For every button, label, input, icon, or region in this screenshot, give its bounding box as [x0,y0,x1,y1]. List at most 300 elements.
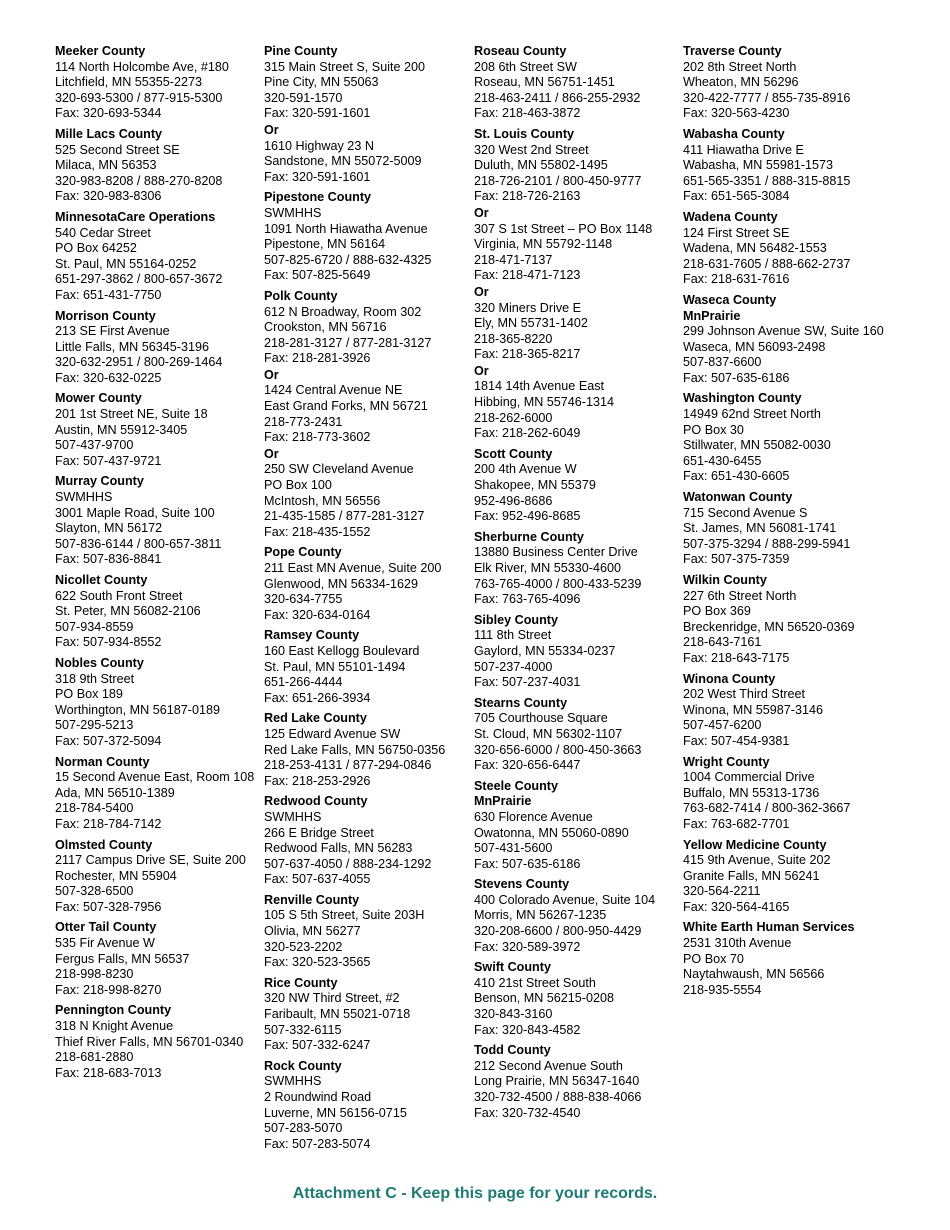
address-line: Roseau, MN 56751-1451 [474,75,615,90]
county-entry [474,127,686,442]
county-name: Yellow Medicine County [683,837,827,852]
county-name: Nobles County [55,655,144,670]
address-line: Fax: 651-266-3934 [264,690,371,705]
county-entry [264,190,476,284]
address-line: Fax: 507-836-8841 [55,552,162,567]
county-name: Stearns County [474,695,568,710]
address-line: 320 West 2nd Street [474,142,589,157]
or-separator: Or [264,367,279,382]
or-separator: Or [474,284,489,299]
address-line: 266 E Bridge Street [264,825,374,840]
address-line: 218-463-2411 / 866-255-2932 [474,90,641,105]
address-line: Fax: 320-983-8306 [55,189,162,204]
address-line: 320-693-5300 / 877-915-5300 [55,90,223,105]
county-entry [55,1003,267,1081]
address-line: 218-471-7137 [474,252,553,267]
county-name: Wabasha County [683,126,785,141]
address-line: 125 Edward Avenue SW [264,726,401,741]
address-line: 13880 Business Center Drive [474,545,638,560]
address-line: 415 9th Avenue, Suite 202 [683,853,831,868]
directory-column-3 [474,44,686,1126]
address-line: 320-732-4500 / 888-838-4066 [474,1090,642,1104]
address-line: Milaca, MN 56353 [55,158,157,173]
address-line: Naytahwaush, MN 56566 [683,967,825,982]
or-separator: Or [264,446,279,461]
address-line: Hibbing, MN 55746-1314 [474,395,615,410]
address-line: Breckenridge, MN 56520-0369 [683,619,855,634]
address-line: Pine City, MN 55063 [264,75,379,90]
address-line: 160 East Kellogg Boulevard [264,643,420,658]
address-line: Fax: 320-693-5344 [55,106,162,121]
address-line: Fax: 218-365-8217 [474,347,581,362]
address-line: Buffalo, MN 55313-1736 [683,785,820,800]
address-line: 507-375-3294 / 888-299-5941 [683,536,851,551]
address-line: Winona, MN 55987-3146 [683,702,824,717]
address-line: 1004 Commercial Drive [683,770,815,785]
county-name: Redwood County [264,794,368,809]
address-line: 622 South Front Street [55,588,183,603]
county-name: Roseau County [474,44,567,58]
address-line: St. Paul, MN 55101-1494 [264,659,406,674]
county-entry [683,838,895,916]
directory-column-1 [55,44,267,1086]
directory-column-2 [264,44,476,1157]
address-line: Wheaton, MN 56296 [683,75,799,90]
address-line: 320 Miners Drive E [474,300,582,315]
county-name: Stevens County [474,877,570,892]
address-line: 320-983-8208 / 888-270-8208 [55,173,223,188]
address-line: Fax: 218-463-3872 [474,106,581,121]
address-line: 318 9th Street [55,671,135,686]
address-line: Austin, MN 55912-3405 [55,422,188,437]
county-entry [55,920,267,998]
address-line: 307 S 1st Street – PO Box 1148 [474,221,653,236]
address-line: 218-935-5554 [683,982,762,997]
address-line: Fax: 763-682-7701 [683,816,790,831]
address-line: 320-422-7777 / 855-735-8916 [683,90,851,105]
address-line: Fax: 320-591-1601 [264,106,371,121]
county-name: Washington County [683,391,802,406]
county-entry [683,490,895,568]
address-line: 213 SE First Avenue [55,324,170,339]
address-line: 105 S 5th Street, Suite 203H [264,908,425,923]
address-line: 320-656-6000 / 800-450-3663 [474,742,642,757]
address-line: PO Box 100 [264,478,332,493]
address-line: Glenwood, MN 56334-1629 [264,576,419,591]
or-separator: Or [264,122,279,137]
county-name: Polk County [264,288,338,303]
county-name: Morrison County [55,308,156,323]
attachment-footer: Attachment C - Keep this page for your records. [292,1185,658,1202]
address-line: Fax: 507-635-6186 [683,370,790,385]
address-line: Fax: 320-634-0164 [264,607,371,622]
address-line: 315 Main Street S, Suite 200 [264,59,426,74]
address-line: St. James, MN 56081-1741 [683,521,837,536]
address-line: 651-266-4444 [264,675,343,690]
address-line: 507-934-8559 [55,619,134,634]
address-line: Fax: 218-773-3602 [264,430,371,445]
address-line: 320-634-7755 [264,592,343,607]
address-line: St. Cloud, MN 56302-1107 [474,726,623,741]
address-line: Fergus Falls, MN 56537 [55,951,190,966]
county-name: Wadena County [683,209,778,224]
county-name: Pine County [264,44,338,58]
address-line: Fax: 218-726-2163 [474,189,581,204]
county-name: Wilkin County [683,573,767,587]
address-line: PO Box 189 [55,687,123,702]
address-line: 320-843-3160 [474,1007,553,1022]
county-entry [474,44,686,122]
county-name: Pennington County [55,1003,172,1018]
address-line: 15 Second Avenue East, Room 108 [55,770,255,785]
address-line: Wadena, MN 56482-1553 [683,241,827,256]
address-line: Stillwater, MN 55082-0030 [683,438,831,453]
address-line: 411 Hiawatha Drive E [683,142,804,157]
address-line: 1091 North Hiawatha Avenue [264,221,428,236]
address-line: Olivia, MN 56277 [264,924,361,939]
address-line: 507-437-9700 [55,438,134,453]
address-line: Faribault, MN 55021-0718 [264,1007,411,1022]
address-line: 208 6th Street SW [474,59,577,74]
county-name: Winona County [683,671,776,686]
or-separator: Or [474,363,489,378]
address-line: 715 Second Avenue S [683,505,808,520]
address-line: Fax: 320-656-6447 [474,758,581,773]
address-line: 400 Colorado Avenue, Suite 104 [474,892,656,907]
address-line: 507-457-6200 [683,718,762,733]
county-name: White Earth Human Services [683,920,855,935]
address-line: 535 Fir Avenue W [55,936,155,951]
address-line: Ada, MN 56510-1389 [55,785,175,800]
address-line: PO Box 70 [683,951,744,966]
address-line: Wabasha, MN 55981-1573 [683,158,834,173]
address-line: 202 8th Street North [683,59,797,74]
county-entry [474,960,686,1038]
address-line: Fax: 507-454-9381 [683,733,790,748]
county-name: Sherburne County [474,529,584,544]
address-line: 507-295-5213 [55,718,134,733]
county-entry [264,44,476,185]
county-entry [55,573,267,651]
address-line: 202 West Third Street [683,687,806,702]
address-line: 212 Second Avenue South [474,1058,623,1073]
address-line: Fax: 507-375-7359 [683,552,790,567]
address-line: 1814 14th Avenue East [474,379,605,394]
address-line: Luverne, MN 56156-0715 [264,1105,407,1120]
address-line: 21-435-1585 / 877-281-3127 [264,509,425,524]
address-line: Worthington, MN 56187-0189 [55,702,220,717]
county-name: Renville County [264,892,360,907]
address-line: 507-836-6144 / 800-657-3811 [55,536,222,551]
county-name: Rock County [264,1058,342,1073]
county-entry [264,893,476,971]
address-line: Fax: 218-643-7175 [683,650,790,665]
county-name: Meeker County [55,44,146,58]
county-name: Ramsey County [264,628,360,643]
address-line: Duluth, MN 55802-1495 [474,158,608,173]
address-line: Morris, MN 56267-1235 [474,908,607,923]
county-entry [474,779,686,873]
county-entry [264,545,476,623]
county-entry [683,391,895,485]
address-line: St. Peter, MN 56082-2106 [55,604,201,619]
address-line: SWMHHS [264,205,322,220]
county-name: Mower County [55,391,142,406]
county-name: Steele County [474,778,558,793]
directory-column-4 [683,44,895,1003]
county-name: Red Lake County [264,711,367,726]
address-line: 227 6th Street North [683,588,797,603]
address-line: Fax: 320-589-3972 [474,939,581,954]
address-line: Fax: 320-732-4540 [474,1105,581,1120]
address-line: SWMHHS [264,1074,322,1089]
address-line: 507-431-5600 [474,841,553,856]
county-name: Waseca County [683,292,777,307]
address-line: 2117 Campus Drive SE, Suite 200 [55,853,246,868]
address-line: Fax: 507-635-6186 [474,856,581,871]
county-entry [55,755,267,833]
county-name: Otter Tail County [55,920,157,935]
address-line: 320-591-1570 [264,90,343,105]
address-line: 525 Second Street SE [55,142,180,157]
county-name: MinnesotaCare Operations [55,209,216,224]
address-line: 2531 310th Avenue [683,936,792,951]
address-line: 320-632-2951 / 800-269-1464 [55,355,223,370]
address-line: 630 Florence Avenue [474,809,593,824]
county-entry [683,672,895,750]
county-entry [683,210,895,288]
address-line: Long Prairie, MN 56347-1640 [474,1074,640,1089]
address-line: 218-365-8220 [474,331,553,346]
county-name: Todd County [474,1043,551,1058]
county-entry [683,573,895,667]
address-line: 1610 Highway 23 N [264,138,374,153]
county-entry [683,755,895,833]
or-separator: Or [474,205,489,220]
address-line: Fax: 320-632-0225 [55,370,162,385]
address-line: 320-564-2211 [683,884,761,899]
county-name: Watonwan County [683,490,793,505]
county-entry [474,877,686,955]
address-line: 651-297-3862 / 800-657-3672 [55,272,223,287]
address-line: 507-283-5070 [264,1121,343,1136]
address-line: 218-262-6000 [474,410,553,425]
address-line: 651-430-6455 [683,453,762,468]
county-name: Sibley County [474,612,558,627]
county-entry [264,711,476,789]
address-line: 507-328-6500 [55,884,134,899]
address-line: Fax: 651-430-6605 [683,469,790,484]
address-line: Fax: 651-431-7750 [55,287,162,302]
address-line: 320-523-2202 [264,939,343,954]
county-entry [55,210,267,304]
address-line: Thief River Falls, MN 56701-0340 [55,1034,244,1049]
address-line: Fax: 507-372-5094 [55,733,162,748]
address-line: Pipestone, MN 56164 [264,237,386,252]
address-line: Fax: 651-565-3084 [683,189,790,204]
address-line: Fax: 507-332-6247 [264,1038,371,1053]
address-line: 507-825-6720 / 888-632-4325 [264,252,432,267]
county-entry [55,127,267,205]
county-entry [264,794,476,888]
address-line: Waseca, MN 56093-2498 [683,339,826,354]
address-line: Benson, MN 56215-0208 [474,991,615,1006]
address-line: SWMHHS [264,809,322,824]
address-line: 218-784-5400 [55,801,134,816]
address-line: Fax: 507-237-4031 [474,675,581,690]
county-name: Olmsted County [55,837,153,852]
address-line: 218-631-7605 / 888-662-2737 [683,256,851,271]
address-line: Fax: 218-435-1552 [264,524,371,539]
county-name: Pope County [264,545,342,560]
address-line: 763-765-4000 / 800-433-5239 [474,576,642,591]
address-line: 218-681-2880 [55,1050,134,1065]
address-line: 218-998-8230 [55,967,134,982]
address-line: 2 Roundwind Road [264,1090,372,1104]
county-entry [55,474,267,568]
address-line: Fax: 218-998-8270 [55,982,162,997]
address-line: Fax: 218-784-7142 [55,816,162,831]
county-name: Murray County [55,474,144,489]
address-line: Fax: 218-253-2926 [264,773,371,788]
address-line: Fax: 320-564-4165 [683,899,790,914]
county-name: Scott County [474,446,553,461]
county-entry [55,44,267,122]
address-line: 705 Courthouse Square [474,711,608,726]
address-line: Fax: 507-328-7956 [55,899,162,914]
county-name: Wright County [683,754,770,769]
address-line: 540 Cedar Street [55,225,151,240]
address-line: Fax: 218-631-7616 [683,272,790,287]
county-name: Mille Lacs County [55,126,163,141]
county-entry [264,1059,476,1153]
county-name: St. Louis County [474,126,575,141]
address-line: 320-208-6600 / 800-950-4429 [474,924,642,939]
county-entry [264,976,476,1054]
address-line: Fax: 952-496-8685 [474,509,581,524]
address-line: Fax: 320-591-1601 [264,169,371,184]
county-name: Pipestone County [264,190,372,205]
address-line: Sandstone, MN 55072-5009 [264,154,422,169]
address-line: Fax: 320-523-3565 [264,955,371,970]
address-line: Fax: 763-765-4096 [474,592,581,607]
address-line: PO Box 369 [683,604,751,619]
address-line: 14949 62nd Street North [683,407,821,422]
county-entry [683,920,895,998]
address-line: 763-682-7414 / 800-362-3667 [683,801,851,816]
address-line: Shakopee, MN 55379 [474,478,596,493]
address-line: Fax: 218-281-3926 [264,351,371,366]
address-line: 218-281-3127 / 877-281-3127 [264,335,432,350]
county-entry [683,293,895,387]
address-line: 218-253-4131 / 877-294-0846 [264,758,432,773]
address-line: Fax: 507-637-4055 [264,872,371,887]
address-line: 507-637-4050 / 888-234-1292 [264,856,432,871]
county-entry [55,656,267,750]
address-line: Fax: 218-471-7123 [474,268,581,283]
address-line: McIntosh, MN 56556 [264,493,381,508]
county-entry [55,391,267,469]
address-line: Virginia, MN 55792-1148 [474,237,613,252]
address-line: 218-643-7161 [683,635,762,650]
address-line: Gaylord, MN 55334-0237 [474,643,616,658]
address-line: Rochester, MN 55904 [55,868,177,883]
address-line: 299 Johnson Avenue SW, Suite 160 [683,324,884,339]
address-line: Redwood Falls, MN 56283 [264,841,413,856]
address-line: 410 21st Street South [474,975,596,990]
address-line: Little Falls, MN 56345-3196 [55,339,210,354]
county-entry [683,44,895,122]
address-line: PO Box 64252 [55,241,137,256]
address-line: Fax: 507-825-5649 [264,268,371,283]
address-line: 201 1st Street NE, Suite 18 [55,407,208,422]
address-line: Granite Falls, MN 56241 [683,868,820,883]
county-entry [55,309,267,387]
address-line: 111 8th Street [474,628,552,643]
county-entry [55,838,267,916]
county-subtitle: MnPrairie [683,308,741,323]
address-line: Crookston, MN 56716 [264,320,387,335]
address-line: 211 East MN Avenue, Suite 200 [264,561,442,575]
address-line: 3001 Maple Road, Suite 100 [55,505,215,520]
county-entry [474,530,686,608]
address-line: Fax: 507-283-5074 [264,1136,371,1151]
address-line: Fax: 320-563-4230 [683,106,790,121]
address-line: Fax: 507-437-9721 [55,453,162,468]
county-entry [474,696,686,774]
address-line: 218-773-2431 [264,414,343,429]
county-entry [683,127,895,205]
address-line: Slayton, MN 56172 [55,521,163,536]
county-entry [474,447,686,525]
county-entry [474,1043,686,1121]
address-line: 507-237-4000 [474,659,553,674]
county-name: Traverse County [683,44,782,58]
county-name: Norman County [55,754,150,769]
address-line: Red Lake Falls, MN 56750-0356 [264,742,446,757]
address-line: 320 NW Third Street, #2 [264,991,400,1006]
address-line: 507-332-6115 [264,1022,342,1037]
address-line: 200 4th Avenue W [474,462,577,477]
address-line: SWMHHS [55,490,113,505]
address-line: 318 N Knight Avenue [55,1019,174,1034]
address-line: 114 North Holcombe Ave, #180 [55,59,229,74]
address-line: 952-496-8686 [474,493,553,508]
address-line: 218-726-2101 / 800-450-9777 [474,173,642,188]
address-line: PO Box 30 [683,422,744,437]
address-line: Fax: 218-262-6049 [474,426,581,441]
address-line: Litchfield, MN 55355-2273 [55,75,203,90]
county-entry [264,628,476,706]
address-line: Fax: 320-843-4582 [474,1022,581,1037]
county-name: Nicollet County [55,573,148,587]
address-line: Ely, MN 55731-1402 [474,316,588,331]
county-name: Rice County [264,975,338,990]
address-line: Elk River, MN 55330-4600 [474,561,621,575]
address-line: Fax: 218-683-7013 [55,1065,162,1080]
county-entry [264,289,476,541]
address-line: 651-565-3351 / 888-315-8815 [683,173,851,188]
address-line: 250 SW Cleveland Avenue [264,462,414,477]
address-line: 507-837-6600 [683,355,762,370]
county-subtitle: MnPrairie [474,794,532,809]
address-line: 1424 Central Avenue NE [264,383,403,398]
county-entry [474,613,686,691]
address-line: Fax: 507-934-8552 [55,635,162,650]
address-line: East Grand Forks, MN 56721 [264,399,428,414]
address-line: 612 N Broadway, Room 302 [264,304,422,319]
county-name: Swift County [474,960,551,975]
